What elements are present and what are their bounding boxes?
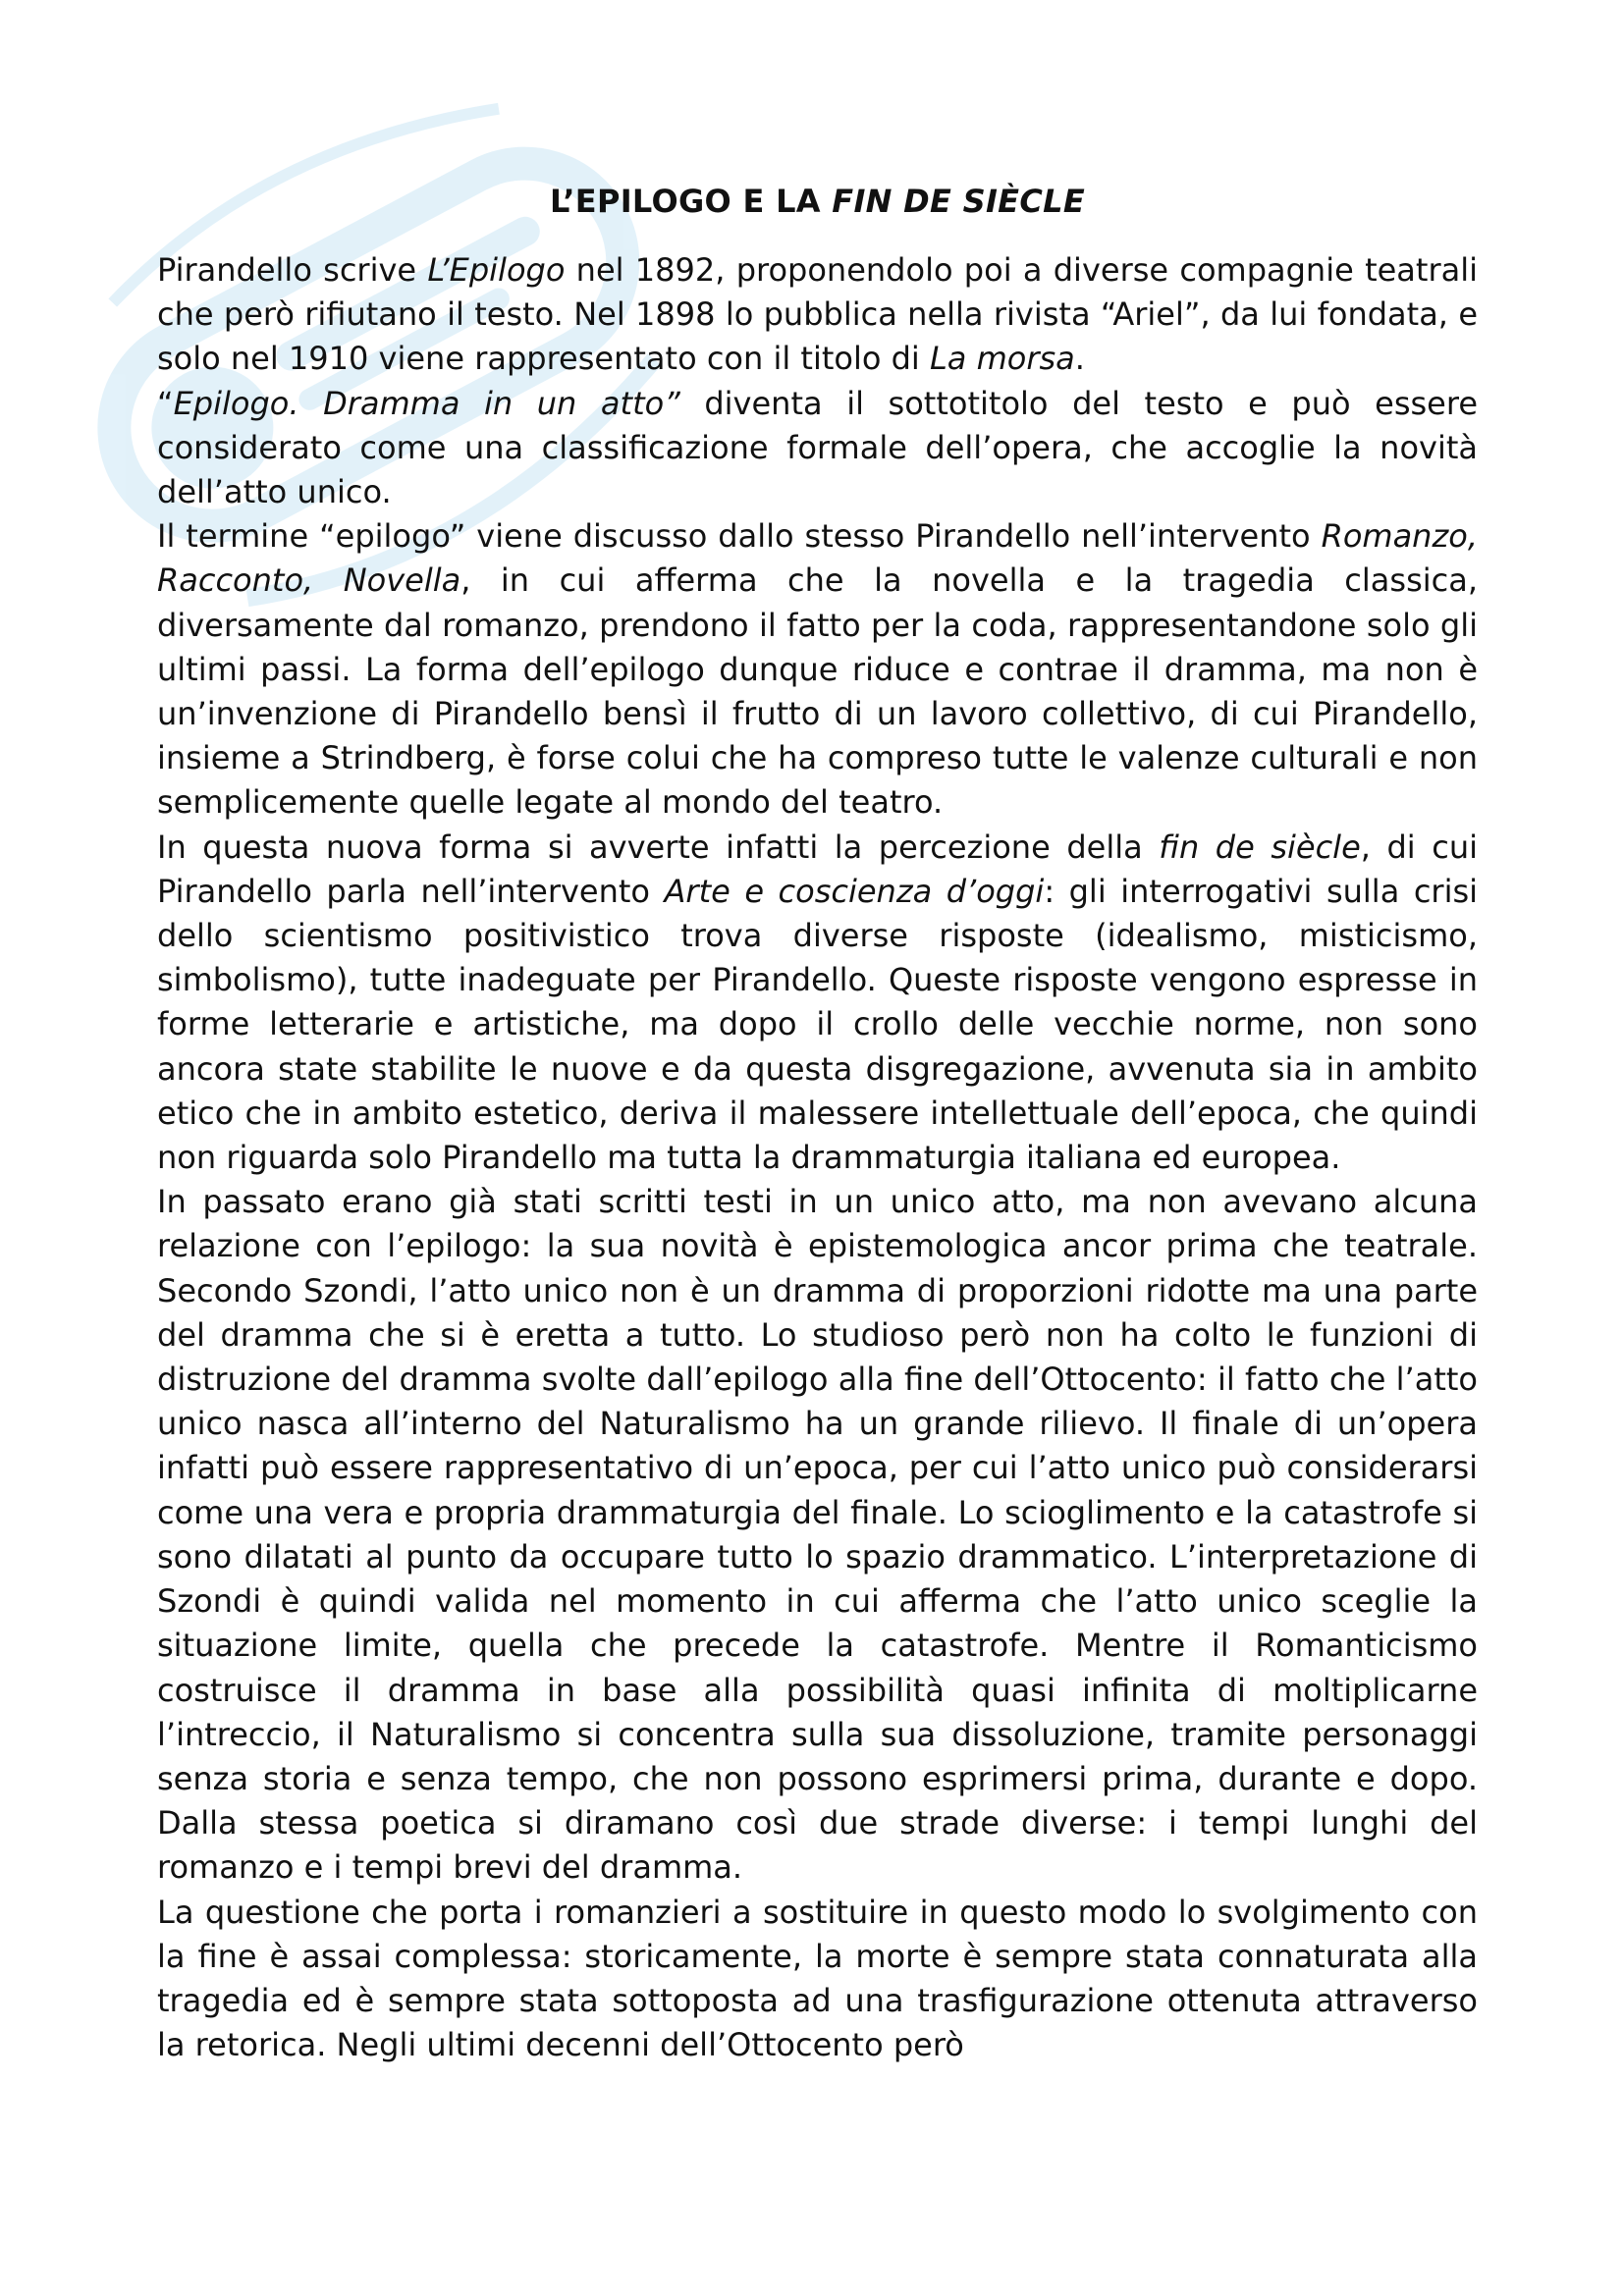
italic-text: Romanzo, Racconto, Novella xyxy=(157,517,1478,600)
paragraph-text: diventa il sottotitolo del testo e può essere considerato come una classificazione formale dell’opera, che accoglie la novità dell’atto unico. xyxy=(157,384,1479,511)
paragraph-text: “ xyxy=(157,384,174,422)
paragraph-text: La questione che porta i romanzieri a sostituire in questo modo lo svolgimento con la fine è assai complessa: storicamente, la morte è sempre stata connaturata alla tragedia ed è sempre stata sottoposta ad una trasfigurazione ottenuta attraverso la retorica. Negli ultimi decenni dell’Ottocento però xyxy=(157,1893,1478,2064)
paragraph-3 xyxy=(157,514,1478,825)
italic-text: fin de siècle xyxy=(1159,828,1361,866)
paragraph-text: . xyxy=(1074,340,1085,378)
paragraph-text: nel 1892, proponendolo poi a diverse compagnie teatrali che però rifiutano il testo. Nel 1898 lo pubblica nella rivista “Ariel”, da lui fondata, e solo nel 1910 viene rappresentato con il titolo di xyxy=(157,251,1479,378)
italic-text: Arte e coscienza d’oggi xyxy=(664,872,1045,910)
paragraph-text: , di cui Pirandello parla nell’intervento xyxy=(157,828,1479,910)
page-title xyxy=(157,182,1478,221)
paragraph-text: In passato erano già stati scritti testi in un unico atto, ma non avevano alcuna relazione con l’epilogo: la sua novità è epistemologica ancor prima che teatrale. Secondo Szondi, l’atto unico non è un dramma di proporzioni ridotte ma una parte del dramma che si è eretta a tutto. Lo studioso però non ha colto le funzioni di distruzione del dramma svolte dall’epilogo alla fine dell’Ottocento: il fatto che l’atto unico nasca all’interno del Naturalismo ha un grande rilievo. Il finale di un’opera infatti può essere rappresentativo di un’epoca, per cui l’atto unico può considerarsi come una vera e propria drammaturgia del finale. Lo scioglimento e la catastrofe si sono dilatati al punto da occupare tutto lo spazio drammatico. L’interpretazione di Szondi è quindi valida nel momento in cui afferma che l’atto unico sceglie la situazione limite, quella che precede la catastrofe. Mentre il Romanticismo costruisce il dramma in base alla possibilità quasi infinita di moltiplicarne l’intreccio, il Naturalismo si concentra sulla sua dissoluzione, tramite personaggi senza storia e senza tempo, che non possono esprimersi prima, durante e dopo. Dalla stessa poetica si diramano così due strade diverse: i tempi lunghi del romanzo e i tempi brevi del dramma. xyxy=(157,1183,1478,1887)
paragraph-6 xyxy=(157,1891,1478,2068)
paragraph-5 xyxy=(157,1180,1478,1890)
paragraph-text: In questa nuova forma si avverte infatti la percezione della xyxy=(157,828,1160,866)
paragraph-1 xyxy=(157,248,1478,382)
title-prefix: L’EPILOGO E LA xyxy=(550,183,833,220)
paragraph-text: Il termine “epilogo” viene discusso dallo stesso Pirandello nell’intervento xyxy=(157,517,1322,556)
italic-text: La morsa xyxy=(929,340,1075,378)
paragraph-text: , in cui afferma che la novella e la tragedia classica, diversamente dal romanzo, prendono il fatto per la coda, rappresentandone solo gli ultimi passi. La forma dell’epilogo dunque riduce e contrae il dramma, ma non è un’invenzione di Pirandello bensì il frutto di un lavoro collettivo, di cui Pirandello, insieme a Strindberg, è forse colui che ha compreso tutte le valenze culturali e non semplicemente quelle legate al mondo del teatro. xyxy=(157,561,1478,822)
document-page xyxy=(157,182,1478,2067)
paragraph-4 xyxy=(157,826,1478,1181)
italic-text: L’Epilogo xyxy=(427,251,566,289)
italic-text: Epilogo. Dramma in un atto” xyxy=(173,384,680,422)
title-italic: FIN DE SIÈCLE xyxy=(832,183,1085,220)
paragraph-2 xyxy=(157,382,1478,515)
paragraph-text: Pirandello scrive xyxy=(157,251,428,289)
paragraph-text: : gli interrogativi sulla crisi dello scientismo positivistico trova diverse risposte (idealismo, misticismo, simbolismo), tutte inadeguate per Pirandello. Queste risposte vengono espresse in forme letterarie e artistiche, ma dopo il crollo delle vecchie norme, non sono ancora state stabilite le nuove e da questa disgregazione, avvenuta sia in ambito etico che in ambito estetico, deriva il malessere intellettuale dell’epoca, che quindi non riguarda solo Pirandello ma tutta la drammaturgia italiana ed europea. xyxy=(157,872,1479,1177)
